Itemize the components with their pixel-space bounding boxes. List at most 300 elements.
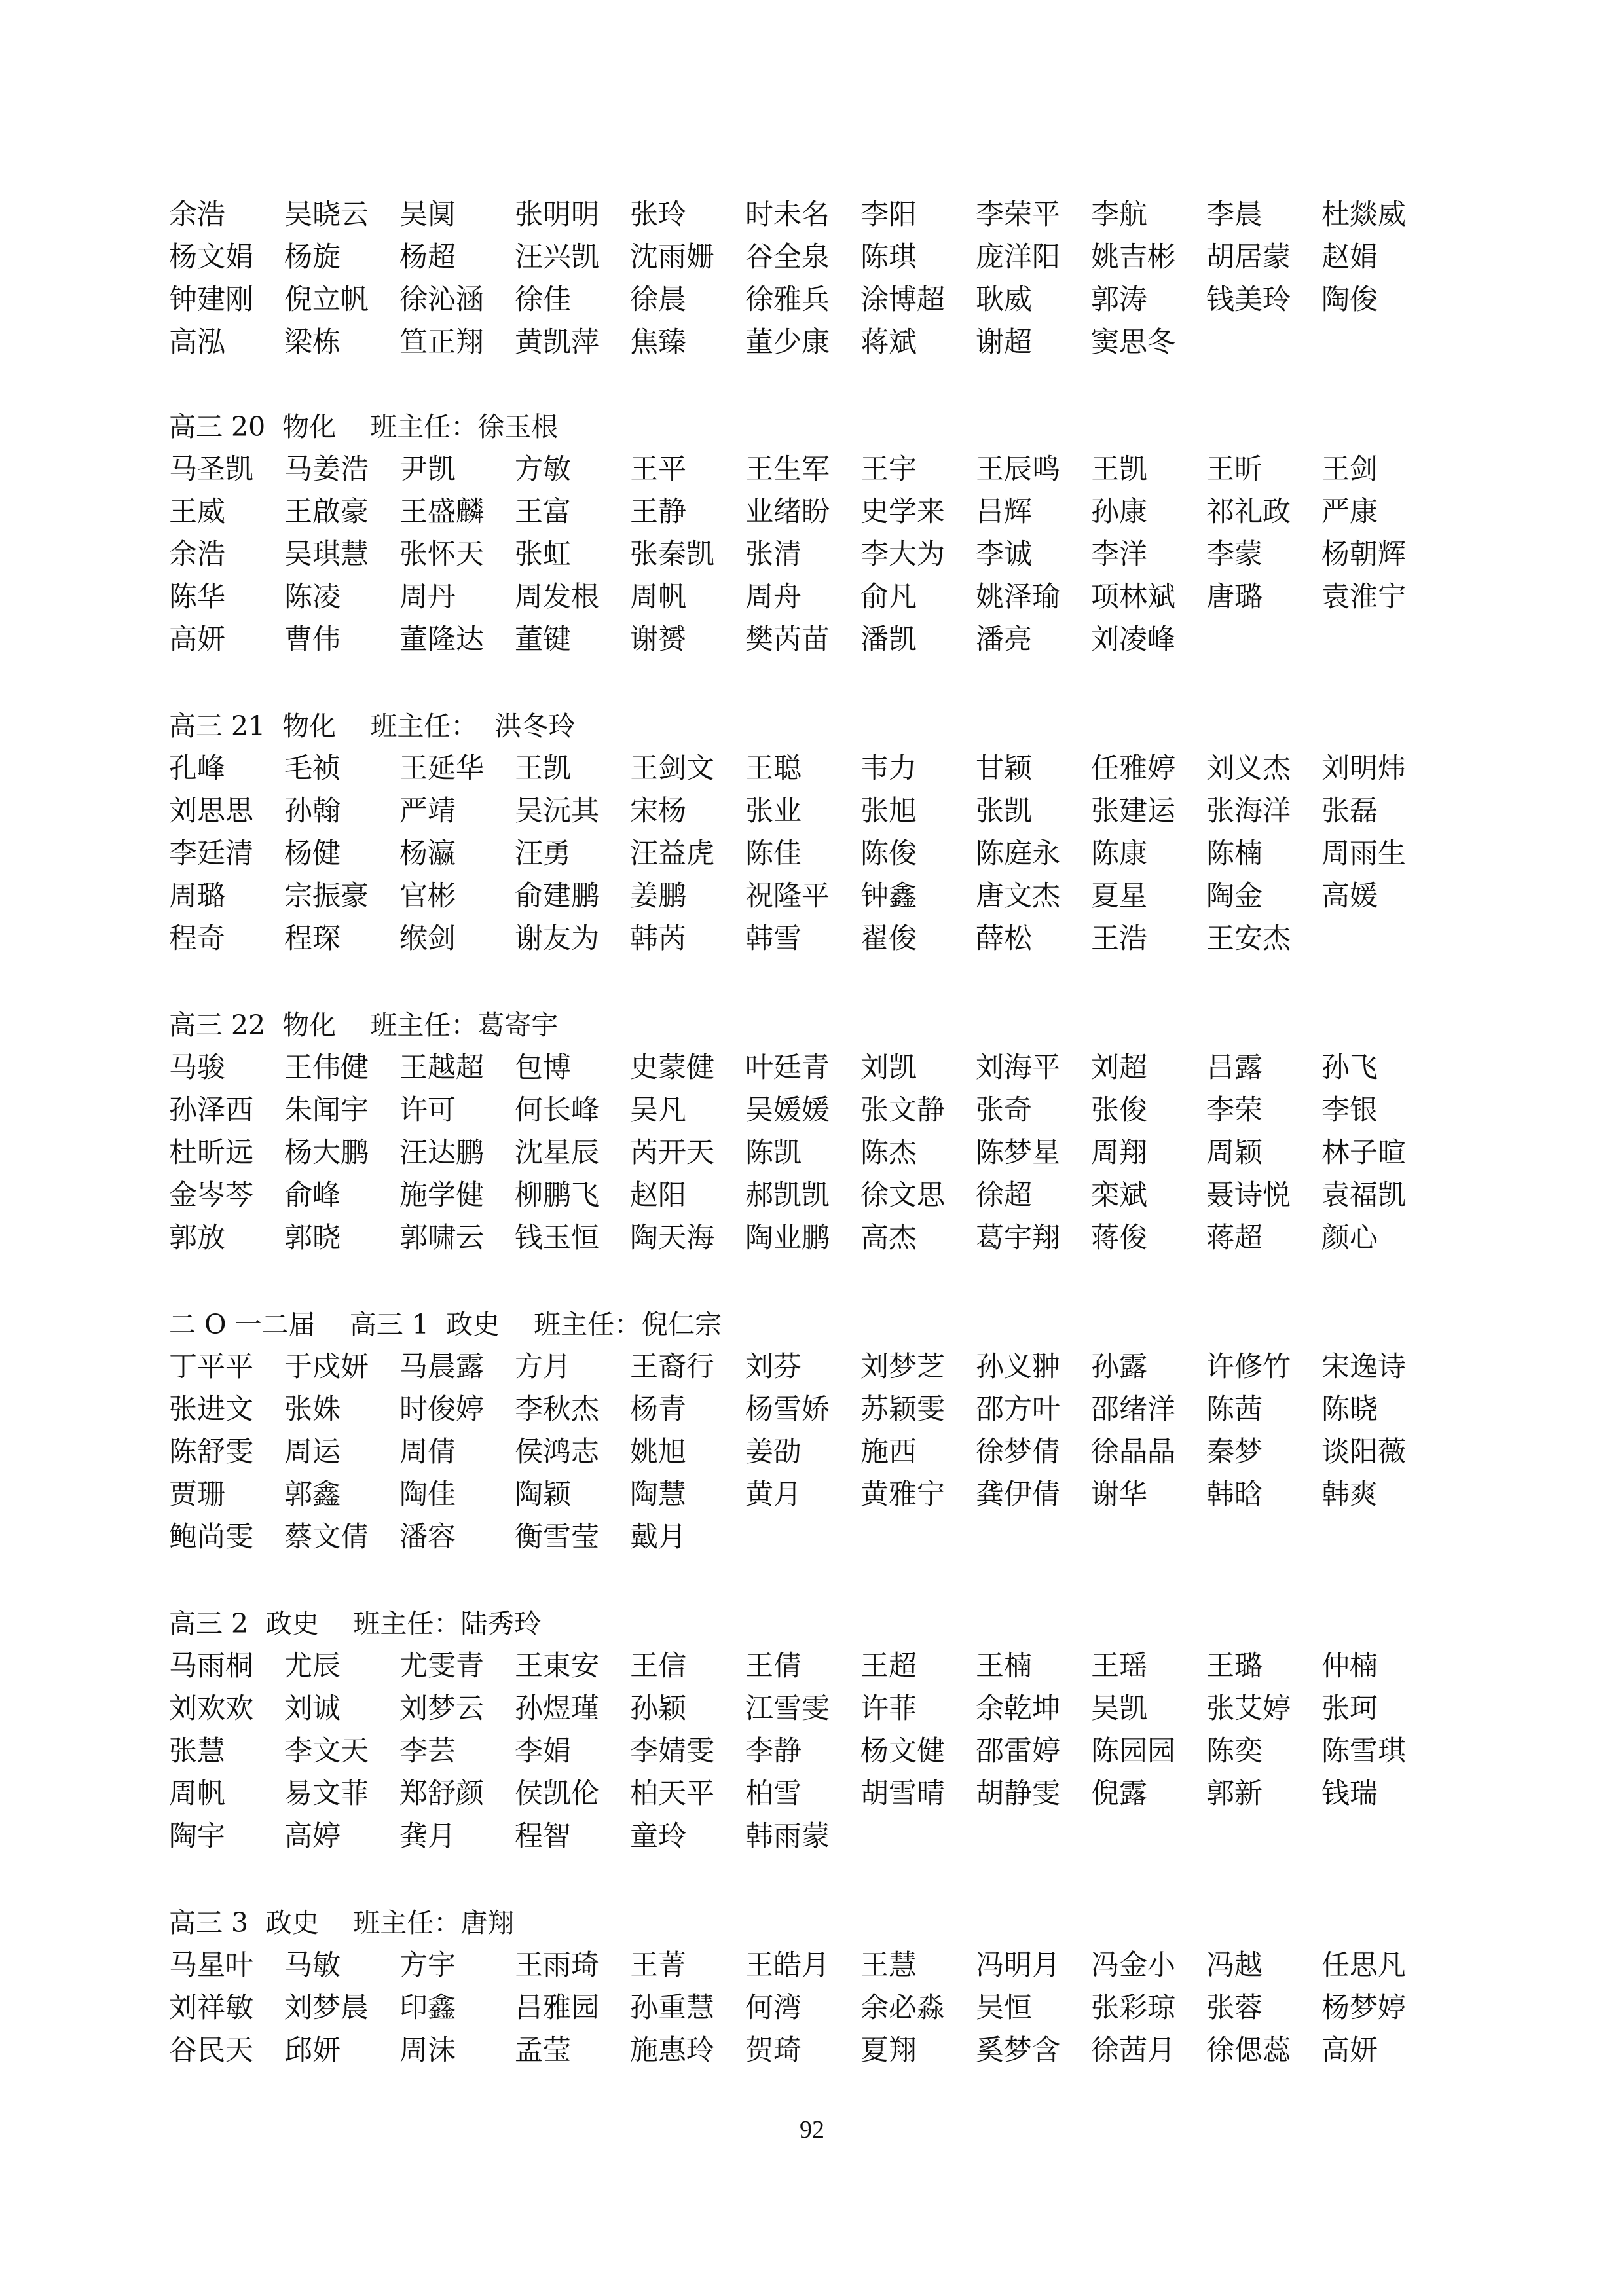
name-row: [169, 1217, 1479, 1260]
student-name: 张慧: [169, 1735, 225, 1768]
student-name: 韩芮: [630, 922, 686, 955]
student-name: 徐晶晶: [1091, 1436, 1175, 1468]
student-name: 董键: [515, 623, 571, 656]
student-name: 潘容: [399, 1521, 456, 1554]
student-name: 包博: [515, 1051, 571, 1084]
student-name: 孙重慧: [630, 1992, 714, 2024]
student-name: 张怀天: [399, 538, 484, 571]
student-name: 郭涛: [1091, 283, 1147, 316]
student-name: 耿威: [976, 283, 1032, 316]
student-name: 侯凯伦: [515, 1777, 599, 1810]
student-name: 江雪雯: [745, 1692, 830, 1725]
class-heading: 二 O 一二届 高三 1 政史 班主任：倪仁宗: [169, 1309, 722, 1340]
student-name: 施学健: [399, 1179, 484, 1212]
student-name: 史蒙健: [630, 1051, 714, 1084]
student-name: 张海洋: [1206, 795, 1291, 828]
student-name: 吕辉: [976, 496, 1032, 528]
student-name: 王静: [630, 496, 686, 528]
name-row: [169, 1688, 1479, 1730]
student-name: 时未名: [745, 198, 830, 231]
class-section: [169, 705, 1479, 960]
student-name: 高妍: [169, 623, 225, 656]
student-name: 林子暄: [1321, 1137, 1406, 1169]
student-name: 韩雨蒙: [745, 1820, 830, 1853]
student-name: 胡居蒙: [1206, 241, 1291, 274]
student-name: 郝凯凯: [745, 1179, 830, 1212]
student-name: 王剑文: [630, 752, 714, 785]
student-name: 徐梦倩: [976, 1436, 1060, 1468]
student-name: 宗振豪: [284, 880, 369, 913]
student-name: 张蓉: [1206, 1992, 1263, 2024]
name-row: [169, 918, 1479, 960]
student-name: 张奇: [976, 1094, 1032, 1127]
student-name: 余浩: [169, 198, 225, 231]
student-name: 于戍妍: [284, 1351, 369, 1383]
student-name: 韦力: [860, 752, 917, 785]
student-name: 姚泽瑜: [976, 581, 1060, 613]
student-name: 郭晓: [284, 1222, 341, 1254]
student-name: 邱妍: [284, 2034, 341, 2067]
student-name: 时俊婷: [399, 1393, 484, 1426]
student-name: 周璐: [169, 880, 225, 913]
student-name: 陈雪琪: [1321, 1735, 1406, 1768]
student-name: 杜燚威: [1321, 198, 1406, 231]
student-name: 李芸: [399, 1735, 456, 1768]
student-name: 孙煜瑾: [515, 1692, 599, 1725]
student-name: 马姜浩: [284, 453, 369, 486]
student-name: 刘芬: [745, 1351, 802, 1383]
student-name: 郭啸云: [399, 1222, 484, 1254]
student-name: 黄月: [745, 1478, 802, 1511]
student-name: 龚月: [399, 1820, 456, 1853]
student-name: 张进文: [169, 1393, 253, 1426]
student-name: 苏颖雯: [860, 1393, 945, 1426]
student-name: 陈佳: [745, 837, 802, 870]
student-name: 栾斌: [1091, 1179, 1147, 1212]
student-name: 颜心: [1321, 1222, 1378, 1254]
student-name: 陈凌: [284, 581, 341, 613]
student-name: 柏天平: [630, 1777, 714, 1810]
student-name: 业绪盼: [745, 496, 830, 528]
student-name: 陶业鹏: [745, 1222, 830, 1254]
student-name: 陈凯: [745, 1137, 802, 1169]
name-row: [169, 279, 1479, 321]
student-name: 周颖: [1206, 1137, 1263, 1169]
student-name: 韩爽: [1321, 1478, 1378, 1511]
student-name: 马圣凯: [169, 453, 253, 486]
student-name: 陶宇: [169, 1820, 225, 1853]
student-name: 方宇: [399, 1949, 456, 1982]
student-name: 孙翰: [284, 795, 341, 828]
student-name: 吴晓云: [284, 198, 369, 231]
student-name: 刘梦云: [399, 1692, 484, 1725]
student-name: 许修竹: [1206, 1351, 1291, 1383]
student-name: 俞凡: [860, 581, 917, 613]
student-name: 刘诚: [284, 1692, 341, 1725]
student-name: 钟建刚: [169, 283, 253, 316]
student-name: 陈梦星: [976, 1137, 1060, 1169]
student-name: 吕雅园: [515, 1992, 599, 2024]
student-name: 杜昕远: [169, 1137, 253, 1169]
student-name: 杨瀛: [399, 837, 456, 870]
student-name: 王辰鸣: [976, 453, 1060, 486]
name-row: [169, 1944, 1479, 1987]
student-name: 陶俊: [1321, 283, 1378, 316]
student-name: 严靖: [399, 795, 456, 828]
student-name: 钟鑫: [860, 880, 917, 913]
student-name: 刘凯: [860, 1051, 917, 1084]
student-name: 尤雯青: [399, 1650, 484, 1683]
name-row: [169, 321, 1479, 364]
name-row: [169, 1730, 1479, 1773]
student-name: 蒋斌: [860, 326, 917, 359]
student-name: 高泓: [169, 326, 225, 359]
student-name: 吴阒: [399, 198, 456, 231]
student-name: 张珂: [1321, 1692, 1378, 1725]
name-row: [169, 1047, 1479, 1089]
student-name: 王延华: [399, 752, 484, 785]
student-name: 李荣平: [976, 198, 1060, 231]
student-name: 叶廷青: [745, 1051, 830, 1084]
student-name: 贾珊: [169, 1478, 225, 1511]
student-name: 孙露: [1091, 1351, 1147, 1383]
student-name: 葛宇翔: [976, 1222, 1060, 1254]
student-name: 倪露: [1091, 1777, 1147, 1810]
student-name: 翟俊: [860, 922, 917, 955]
name-row: [169, 1431, 1479, 1474]
student-name: 高杰: [860, 1222, 917, 1254]
name-row: [169, 875, 1479, 918]
student-name: 刘祥敏: [169, 1992, 253, 2024]
student-name: 周丹: [399, 581, 456, 613]
student-name: 马星叶: [169, 1949, 253, 1982]
student-name: 王菁: [630, 1949, 686, 1982]
student-name: 孙康: [1091, 496, 1147, 528]
student-name: 郑舒颜: [399, 1777, 484, 1810]
student-name: 夏翔: [860, 2034, 917, 2067]
student-name: 周运: [284, 1436, 341, 1468]
student-name: 刘欢欢: [169, 1692, 253, 1725]
student-name: 王楠: [976, 1650, 1032, 1683]
student-name: 杨梦婷: [1321, 1992, 1406, 2024]
student-name: 王浩: [1091, 922, 1147, 955]
student-name: 笪正翔: [399, 326, 484, 359]
student-name: 柳鹏飞: [515, 1179, 599, 1212]
student-name: 梁栋: [284, 326, 341, 359]
student-name: 倪立帆: [284, 283, 369, 316]
student-name: 李娟: [515, 1735, 571, 1768]
student-name: 姜劭: [745, 1436, 802, 1468]
student-name: 蔡文倩: [284, 1521, 369, 1554]
student-name: 黄雅宁: [860, 1478, 945, 1511]
student-name: 张明明: [515, 198, 599, 231]
student-name: 马敏: [284, 1949, 341, 1982]
name-row: [169, 1815, 1479, 1858]
student-name: 夏星: [1091, 880, 1147, 913]
student-name: 焦臻: [630, 326, 686, 359]
class-heading: 高三 20 物化 班主任：徐玉根: [169, 411, 559, 443]
student-name: 李洋: [1091, 538, 1147, 571]
student-name: 周帆: [630, 581, 686, 613]
student-name: 余乾坤: [976, 1692, 1060, 1725]
student-name: 祁礼政: [1206, 496, 1291, 528]
student-name: 李诚: [976, 538, 1032, 571]
student-name: 杨青: [630, 1393, 686, 1426]
student-name: 马骏: [169, 1051, 225, 1084]
student-name: 衡雪莹: [515, 1521, 599, 1554]
student-name: 王裔行: [630, 1351, 714, 1383]
student-name: 谷全泉: [745, 241, 830, 274]
student-name: 甘颖: [976, 752, 1032, 785]
student-name: 张文静: [860, 1094, 945, 1127]
class-heading: 高三 2 政史 班主任：陆秀玲: [169, 1608, 542, 1639]
student-name: 陈华: [169, 581, 225, 613]
student-name: 王剑: [1321, 453, 1378, 486]
student-name: 吴凯: [1091, 1692, 1147, 1725]
student-name: 尤辰: [284, 1650, 341, 1683]
student-name: 赵阳: [630, 1179, 686, 1212]
student-name: 徐佳: [515, 283, 571, 316]
student-name: 龚伊倩: [976, 1478, 1060, 1511]
student-name: 马雨桐: [169, 1650, 253, 1683]
name-row: [169, 2030, 1479, 2072]
student-name: 徐文思: [860, 1179, 945, 1212]
student-name: 汪勇: [515, 837, 571, 870]
student-name: 邵方叶: [976, 1393, 1060, 1426]
student-name: 孙泽西: [169, 1094, 253, 1127]
student-name: 李银: [1321, 1094, 1378, 1127]
student-name: 姚吉彬: [1091, 241, 1175, 274]
student-name: 陶颖: [515, 1478, 571, 1511]
student-name: 李航: [1091, 198, 1147, 231]
student-name: 方敏: [515, 453, 571, 486]
class-heading: 高三 22 物化 班主任：葛寄宇: [169, 1010, 559, 1041]
student-name: 杨健: [284, 837, 341, 870]
student-name: 沈雨姗: [630, 241, 714, 274]
student-name: 吴凡: [630, 1094, 686, 1127]
student-name: 余必淼: [860, 1992, 945, 2024]
student-name: 孙飞: [1321, 1051, 1378, 1084]
student-name: 袁淮宁: [1321, 581, 1406, 613]
student-name: 芮开天: [630, 1137, 714, 1169]
student-name: 孔峰: [169, 752, 225, 785]
student-name: 周舟: [745, 581, 802, 613]
student-name: 王倩: [745, 1650, 802, 1683]
student-name: 俞建鹏: [515, 880, 599, 913]
student-name: 刘梦晨: [284, 1992, 369, 2024]
student-name: 谢超: [976, 326, 1032, 359]
student-name: 潘亮: [976, 623, 1032, 656]
student-name: 朱闻宇: [284, 1094, 369, 1127]
student-name: 杨旋: [284, 241, 341, 274]
student-name: 冯越: [1206, 1949, 1263, 1982]
student-name: 方月: [515, 1351, 571, 1383]
student-name: 李晨: [1206, 198, 1263, 231]
name-row: [169, 1089, 1479, 1132]
student-name: 侯鸿志: [515, 1436, 599, 1468]
student-name: 程琛: [284, 922, 341, 955]
student-name: 樊芮苗: [745, 623, 830, 656]
student-name: 韩晗: [1206, 1478, 1263, 1511]
student-name: 丁平平: [169, 1351, 253, 1383]
student-name: 陈琪: [860, 241, 917, 274]
student-name: 陈庭永: [976, 837, 1060, 870]
student-name: 徐偲蕊: [1206, 2034, 1291, 2067]
student-name: 程奇: [169, 922, 225, 955]
student-name: 陈园园: [1091, 1735, 1175, 1768]
student-name: 陈俊: [860, 837, 917, 870]
student-name: 赵娟: [1321, 241, 1378, 274]
name-row: [169, 1773, 1479, 1815]
student-name: 张姝: [284, 1393, 341, 1426]
name-row: [169, 1175, 1479, 1217]
student-name: 杨雪娇: [745, 1393, 830, 1426]
student-name: 王超: [860, 1650, 917, 1683]
student-name: 陶佳: [399, 1478, 456, 1511]
student-name: 王富: [515, 496, 571, 528]
student-name: 潘凯: [860, 623, 917, 656]
student-name: 张磊: [1321, 795, 1378, 828]
student-name: 杨文健: [860, 1735, 945, 1768]
name-row: [169, 619, 1479, 661]
student-name: 姚旭: [630, 1436, 686, 1468]
student-name: 张艾婷: [1206, 1692, 1291, 1725]
student-name: 任雅婷: [1091, 752, 1175, 785]
student-name: 孙颖: [630, 1692, 686, 1725]
student-name: 钱玉恒: [515, 1222, 599, 1254]
student-name: 李文天: [284, 1735, 369, 1768]
student-name: 涂博超: [860, 283, 945, 316]
student-name: 王啟豪: [284, 496, 369, 528]
student-name: 吴琪慧: [284, 538, 369, 571]
student-name: 高婷: [284, 1820, 341, 1853]
student-name: 窦思冬: [1091, 326, 1175, 359]
student-name: 王瑶: [1091, 1650, 1147, 1683]
student-name: 陶慧: [630, 1478, 686, 1511]
student-name: 张旭: [860, 795, 917, 828]
student-name: 徐沁涵: [399, 283, 484, 316]
student-name: 李廷清: [169, 837, 253, 870]
student-name: 王璐: [1206, 1650, 1263, 1683]
student-name: 杨超: [399, 241, 456, 274]
student-name: 聂诗悦: [1206, 1179, 1291, 1212]
student-name: 高妍: [1321, 2034, 1378, 2067]
student-name: 许菲: [860, 1692, 917, 1725]
student-name: 谢赟: [630, 623, 686, 656]
student-name: 汪达鹏: [399, 1137, 484, 1169]
student-name: 刘超: [1091, 1051, 1147, 1084]
class-section: [169, 1303, 1479, 1559]
student-name: 贺琦: [745, 2034, 802, 2067]
student-name: 蒋俊: [1091, 1222, 1147, 1254]
name-row: [169, 1346, 1479, 1389]
student-name: 缑剑: [399, 922, 456, 955]
name-row: [169, 790, 1479, 833]
student-name: 谷民天: [169, 2034, 253, 2067]
student-name: 谢华: [1091, 1478, 1147, 1511]
student-name: 张彩琼: [1091, 1992, 1175, 2024]
student-name: 王凯: [1091, 453, 1147, 486]
student-name: 王雨琦: [515, 1949, 599, 1982]
student-name: 陈杰: [860, 1137, 917, 1169]
student-name: 杨大鹏: [284, 1137, 369, 1169]
student-name: 官彬: [399, 880, 456, 913]
student-name: 郭放: [169, 1222, 225, 1254]
name-row: [169, 576, 1479, 619]
student-name: 金岑芩: [169, 1179, 253, 1212]
student-name: 易文菲: [284, 1777, 369, 1810]
student-name: 胡雪晴: [860, 1777, 945, 1810]
student-name: 童玲: [630, 1820, 686, 1853]
class-section: [169, 1004, 1479, 1260]
class-section: [169, 1902, 1479, 2072]
student-name: 仲楠: [1321, 1650, 1378, 1683]
student-name: 徐茜月: [1091, 2034, 1175, 2067]
student-name: 尹凯: [399, 453, 456, 486]
student-name: 董少康: [745, 326, 830, 359]
student-name: 李大为: [860, 538, 945, 571]
student-name: 邵绪洋: [1091, 1393, 1175, 1426]
name-row: [169, 833, 1479, 875]
student-name: 陶金: [1206, 880, 1263, 913]
student-name: 周沫: [399, 2034, 456, 2067]
student-name: 王伟健: [284, 1051, 369, 1084]
student-name: 王越超: [399, 1051, 484, 1084]
name-row: [169, 448, 1479, 491]
student-name: 周翔: [1091, 1137, 1147, 1169]
class-heading: 高三 3 政史 班主任：唐翔: [169, 1907, 515, 1939]
student-name: 陈奕: [1206, 1735, 1263, 1768]
student-name: 戴月: [630, 1521, 686, 1554]
student-name: 王平: [630, 453, 686, 486]
student-name: 汪益虎: [630, 837, 714, 870]
student-name: 吴恒: [976, 1992, 1032, 2024]
student-name: 周帆: [169, 1777, 225, 1810]
class-section: [169, 406, 1479, 661]
student-name: 蒋超: [1206, 1222, 1263, 1254]
student-name: 张虹: [515, 538, 571, 571]
student-name: 张业: [745, 795, 802, 828]
student-name: 薛松: [976, 922, 1032, 955]
page-number: 92: [800, 2116, 824, 2143]
student-name: 施西: [860, 1436, 917, 1468]
student-name: 毛祯: [284, 752, 341, 785]
student-name: 施惠玲: [630, 2034, 714, 2067]
student-name: 张清: [745, 538, 802, 571]
student-name: 宋杨: [630, 795, 686, 828]
name-row: [169, 491, 1479, 534]
class-section: [169, 194, 1479, 364]
student-name: 奚梦含: [976, 2034, 1060, 2067]
student-name: 何长峰: [515, 1094, 599, 1127]
student-name: 孙义翀: [976, 1351, 1060, 1383]
student-name: 余浩: [169, 538, 225, 571]
student-name: 邵雷婷: [976, 1735, 1060, 1768]
student-name: 黄凯萍: [515, 326, 599, 359]
name-row: [169, 1516, 1479, 1559]
student-name: 严康: [1321, 496, 1378, 528]
student-name: 王凯: [515, 752, 571, 785]
student-name: 钱美玲: [1206, 283, 1291, 316]
student-name: 李静: [745, 1735, 802, 1768]
student-name: 刘思思: [169, 795, 253, 828]
student-name: 高媛: [1321, 880, 1378, 913]
name-row: [169, 1645, 1479, 1688]
student-name: 李荣: [1206, 1094, 1263, 1127]
student-name: 张秦凯: [630, 538, 714, 571]
student-name: 王盛麟: [399, 496, 484, 528]
student-name: 李婧雯: [630, 1735, 714, 1768]
